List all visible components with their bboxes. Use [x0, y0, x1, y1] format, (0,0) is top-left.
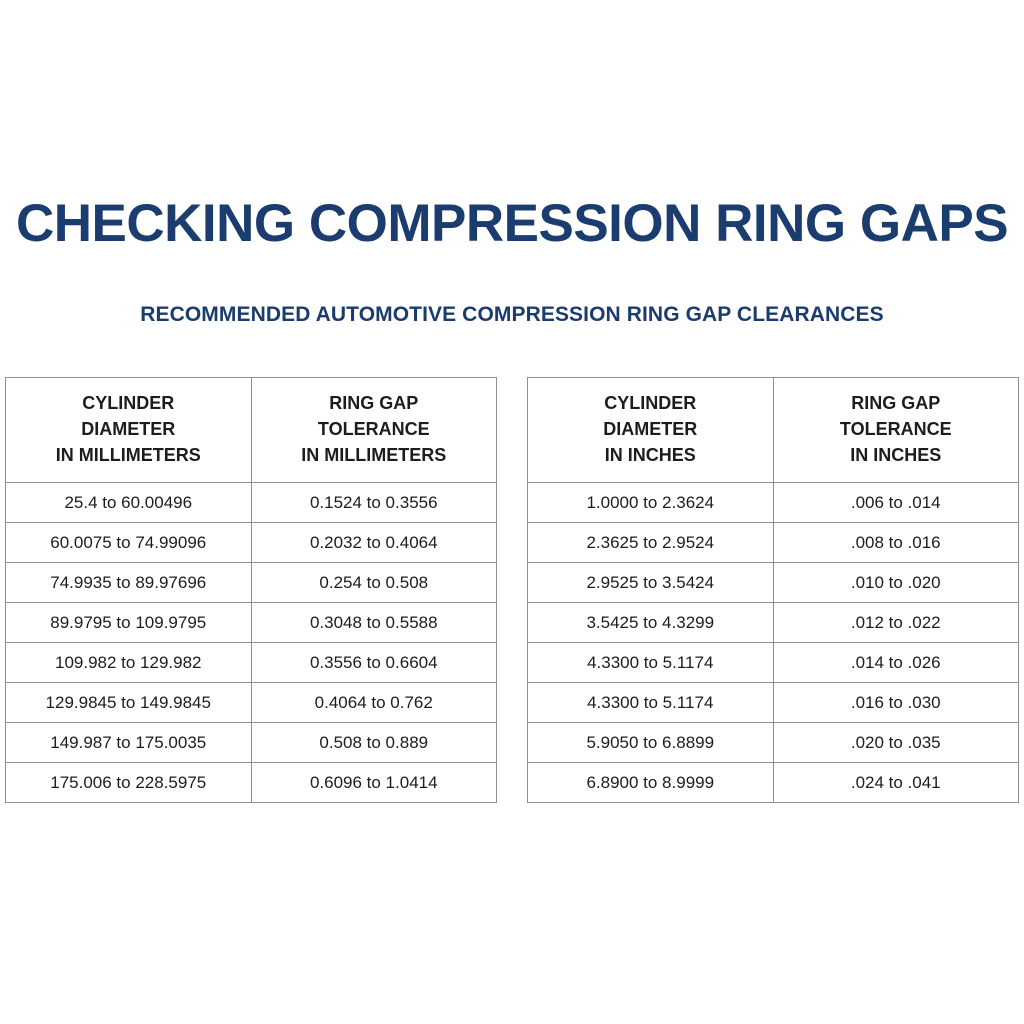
column-header-ring-gap-tolerance-mm: [251, 378, 497, 483]
table-row: [528, 603, 1019, 643]
table-row: [6, 683, 497, 723]
cell-ring-gap-tolerance: 0.3556 to 0.6604: [251, 643, 497, 683]
imperial-table: [527, 377, 1019, 803]
cell-cylinder-diameter: 25.4 to 60.00496: [6, 483, 252, 523]
table-row: [528, 563, 1019, 603]
table-row: [528, 763, 1019, 803]
table-row: [6, 563, 497, 603]
table-row: [528, 683, 1019, 723]
cell-cylinder-diameter: 175.006 to 228.5975: [6, 763, 252, 803]
cell-ring-gap-tolerance: .014 to .026: [773, 643, 1019, 683]
cell-ring-gap-tolerance: .012 to .022: [773, 603, 1019, 643]
cell-ring-gap-tolerance: .020 to .035: [773, 723, 1019, 763]
cell-cylinder-diameter: 1.0000 to 2.3624: [528, 483, 774, 523]
table-row: [6, 603, 497, 643]
cell-ring-gap-tolerance: 0.508 to 0.889: [251, 723, 497, 763]
header-line-1: CYLINDER: [604, 393, 697, 413]
table-header-row: [6, 378, 497, 483]
cell-ring-gap-tolerance: 0.1524 to 0.3556: [251, 483, 497, 523]
header-line-2: TOLERANCE: [839, 419, 952, 440]
cell-cylinder-diameter: 2.9525 to 3.5424: [528, 563, 774, 603]
header-line-1: RING GAP: [851, 393, 941, 413]
column-header-cylinder-diameter-in: [528, 378, 774, 483]
header-line-2: DIAMETER: [81, 419, 176, 440]
table-row: [6, 723, 497, 763]
cell-cylinder-diameter: 149.987 to 175.0035: [6, 723, 252, 763]
cell-cylinder-diameter: 109.982 to 129.982: [6, 643, 252, 683]
cell-cylinder-diameter: 4.3300 to 5.1174: [528, 643, 774, 683]
header-line-2: DIAMETER: [603, 419, 698, 440]
cell-ring-gap-tolerance: .008 to .016: [773, 523, 1019, 563]
cell-ring-gap-tolerance: .006 to .014: [773, 483, 1019, 523]
table-row: [528, 643, 1019, 683]
table-row: [528, 483, 1019, 523]
table-row: [6, 483, 497, 523]
cell-cylinder-diameter: 6.8900 to 8.9999: [528, 763, 774, 803]
cell-ring-gap-tolerance: .010 to .020: [773, 563, 1019, 603]
page-title: CHECKING COMPRESSION RING GAPS: [15, 194, 1009, 253]
cell-ring-gap-tolerance: .024 to .041: [773, 763, 1019, 803]
cell-cylinder-diameter: 129.9845 to 149.9845: [6, 683, 252, 723]
table-header-row: [528, 378, 1019, 483]
cell-ring-gap-tolerance: 0.2032 to 0.4064: [251, 523, 497, 563]
cell-cylinder-diameter: 3.5425 to 4.3299: [528, 603, 774, 643]
metric-table: [5, 377, 497, 803]
cell-cylinder-diameter: 74.9935 to 89.97696: [6, 563, 252, 603]
header-line-1: CYLINDER: [82, 393, 175, 413]
header-line-1: RING GAP: [329, 393, 419, 413]
cell-ring-gap-tolerance: .016 to .030: [773, 683, 1019, 723]
column-header-ring-gap-tolerance-in: [773, 378, 1019, 483]
cell-ring-gap-tolerance: 0.6096 to 1.0414: [251, 763, 497, 803]
header-line-3: IN INCHES: [850, 445, 942, 466]
table-row: [528, 723, 1019, 763]
cell-ring-gap-tolerance: 0.254 to 0.508: [251, 563, 497, 603]
cell-ring-gap-tolerance: 0.4064 to 0.762: [251, 683, 497, 723]
table-row: [6, 643, 497, 683]
cell-cylinder-diameter: 89.9795 to 109.9795: [6, 603, 252, 643]
header-line-3: IN MILLIMETERS: [55, 445, 201, 466]
cell-ring-gap-tolerance: 0.3048 to 0.5588: [251, 603, 497, 643]
page-subtitle: RECOMMENDED AUTOMOTIVE COMPRESSION RING GAP CLEARANCES: [140, 303, 884, 326]
column-header-cylinder-diameter-mm: [6, 378, 252, 483]
header-line-2: TOLERANCE: [317, 419, 430, 440]
cell-cylinder-diameter: 4.3300 to 5.1174: [528, 683, 774, 723]
cell-cylinder-diameter: 2.3625 to 2.9524: [528, 523, 774, 563]
tables-container: [0, 377, 1024, 803]
table-row: [6, 763, 497, 803]
header-line-3: IN MILLIMETERS: [301, 445, 447, 466]
header-line-3: IN INCHES: [604, 445, 696, 466]
table-row: [528, 523, 1019, 563]
cell-cylinder-diameter: 60.0075 to 74.99096: [6, 523, 252, 563]
table-row: [6, 523, 497, 563]
cell-cylinder-diameter: 5.9050 to 6.8899: [528, 723, 774, 763]
